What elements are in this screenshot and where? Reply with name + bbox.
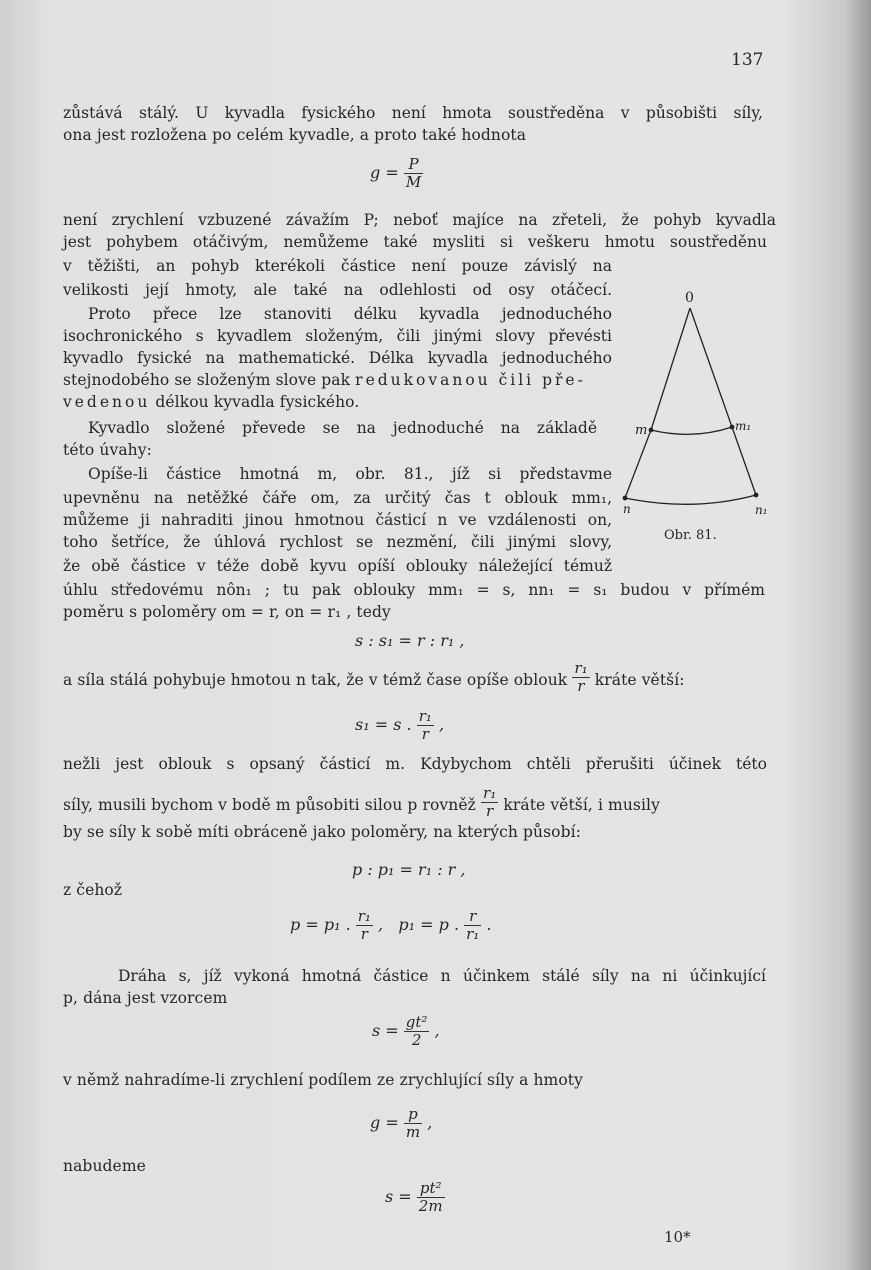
line-m1n1: [732, 427, 756, 495]
fraction-denominator: m: [405, 1123, 421, 1141]
fraction-denominator: 2m: [418, 1197, 443, 1215]
text-run: a síla stálá pohybuje hmotou n tak, že v témž čase opíše oblouk: [63, 671, 568, 689]
fraction-numerator: r₁: [418, 707, 432, 725]
text-line: p, dána jest vzorcem: [63, 989, 228, 1007]
figure-label-n: n: [623, 502, 631, 516]
text-line: v němž nahradíme-li zrychlení podílem ze zrychlující síly a hmoty: [63, 1071, 583, 1089]
signature-mark: 10*: [664, 1228, 691, 1246]
equation-lhs: s =: [372, 1021, 399, 1040]
fraction-numerator: P: [408, 155, 419, 173]
text-run: délkou kyvadla fysického.: [155, 393, 360, 411]
equation-lhs: p = p₁ .: [290, 915, 351, 934]
fraction-denominator: 2: [404, 1031, 430, 1049]
text-line: toho šetříce, že úhlová rychlost se nezmění, čili jinými slovy,: [63, 533, 612, 551]
fraction-denominator: r: [572, 677, 589, 695]
emphasized-term: redukovanou čili pře-: [355, 371, 586, 389]
text-run: síly, musili bychom v bodě m působiti silou p rovněž: [63, 796, 476, 814]
point-m: [649, 428, 654, 433]
text-line: z čehož: [63, 881, 123, 899]
text-line: velikosti její hmoty, ale také na odlehlosti od osy otáčecí.: [63, 281, 612, 299]
text-line: Opíše-li částice hmotná m, obr. 81., jíž si představme: [88, 465, 612, 483]
text-line: [63, 785, 660, 820]
point-n1: [754, 493, 759, 498]
fraction-numerator: r₁: [574, 659, 588, 677]
fraction-numerator: p: [408, 1105, 418, 1123]
text-line: zůstává stálý. U kyvadla fysického není hmota soustředěna v působišti síly,: [63, 104, 763, 122]
point-m1: [730, 425, 735, 430]
text-line: jest pohybem otáčivým, nemůžeme také mysliti si veškeru hmotu soustředěnu: [63, 233, 767, 251]
fraction-denominator: r: [417, 725, 434, 743]
equation-tail: ,: [438, 715, 445, 734]
arc-nn1: [625, 495, 756, 504]
point-n: [623, 496, 628, 501]
text-line: poměru s poloměry om = r, on = r₁ , tedy: [63, 603, 391, 621]
equation-ratio: s : s₁ = r : r₁ ,: [355, 631, 465, 650]
equation-tail: ,: [427, 1113, 433, 1132]
figure-label-o: 0: [685, 290, 694, 306]
text-line: nabudeme: [63, 1157, 146, 1175]
equation-lhs: p₁ = p .: [398, 915, 460, 934]
equation-tail: .: [486, 915, 492, 934]
fraction-denominator: r: [356, 925, 373, 943]
fraction-denominator: M: [405, 173, 422, 191]
figure-caption: Obr. 81.: [664, 528, 717, 543]
text-line: by se síly k sobě míti obráceně jako poloměry, na kterých působí:: [63, 823, 582, 841]
line-om: [651, 308, 690, 430]
fraction-numerator: r: [469, 907, 477, 925]
text-line: [63, 660, 768, 695]
text-line: isochronického s kyvadlem složeným, čili jinými slovy převésti: [63, 327, 612, 345]
text-line: úhlu středovému nôn₁ ; tu pak oblouky mm₁ = s, nn₁ = s₁ budou v přímém: [63, 581, 765, 599]
text-line: v těžišti, an pohyb kterékoli částice není pouze závislý na: [63, 257, 612, 275]
figure-label-m1: m₁: [735, 419, 752, 433]
text-line: této úvahy:: [63, 441, 152, 459]
page-number: 137: [731, 50, 764, 70]
text-line: Proto přece lze stanoviti délku kyvadla jednoduchého: [88, 305, 612, 323]
fraction-numerator: r₁: [482, 784, 497, 802]
equation-s1: [355, 708, 444, 743]
text-line: že obě částice v téže době kyvu opíší oblouky náležející témuž: [63, 557, 612, 575]
equation-lhs: g =: [370, 1113, 399, 1132]
equation-tail: ,: [434, 1021, 440, 1040]
emphasized-term: vedenou: [63, 393, 151, 411]
text-run: kráte větší, i musily: [503, 796, 660, 814]
equation-lhs: s₁ = s .: [355, 715, 412, 734]
equation-p-ratio: p : p₁ = r₁ : r ,: [352, 860, 466, 879]
pendulum-figure: [615, 282, 775, 552]
line-mn: [625, 430, 651, 498]
text-line: nežli jest oblouk s opsaný částicí m. Kdybychom chtěli přerušiti účinek této: [63, 755, 767, 773]
text-line: upevněnu na netěžké čáře om, za určitý čas t oblouk mm₁,: [63, 489, 612, 507]
equation-g2: [370, 1106, 432, 1141]
figure-label-n1: n₁: [755, 503, 768, 517]
figure-label-m: m: [635, 423, 648, 438]
text-run: stejnodobého se složeným slove pak: [63, 371, 351, 389]
text-line: [63, 370, 586, 391]
equation-lhs: s =: [385, 1187, 412, 1206]
equation-s2: [385, 1180, 445, 1215]
fraction-denominator: r₁: [466, 925, 480, 943]
equation-g: [370, 156, 423, 191]
equation-separator: ,: [378, 915, 384, 934]
equation-lhs: g =: [370, 163, 399, 182]
text-line: není zrychlení vzbuzené závažím P; neboť majíce na zřeteli, že pohyb kyvadla: [63, 211, 776, 229]
text-line: [63, 392, 359, 413]
text-line: ona jest rozložena po celém kyvadle, a proto také hodnota: [63, 126, 527, 144]
fraction-numerator: pt²: [419, 1179, 442, 1197]
text-run: kráte větší:: [594, 671, 685, 689]
text-line: Dráha s, jíž vykoná hmotná částice n účinkem stálé síly na ni účinkující: [118, 967, 766, 985]
equation-s: [372, 1014, 440, 1049]
fraction-numerator: r₁: [357, 907, 371, 925]
text-line: můžeme ji nahraditi jinou hmotnou částicí n ve vzdálenosti on,: [63, 511, 612, 529]
fraction-denominator: r: [481, 802, 498, 820]
fraction-numerator: gt²: [405, 1013, 428, 1031]
equation-p: [290, 908, 492, 943]
text-line: kyvadlo fysické na mathematické. Délka kyvadla jednoduchého: [63, 349, 612, 367]
line-om1: [690, 308, 732, 427]
text-line: Kyvadlo složené převede se na jednoduché na základě: [88, 419, 597, 437]
arc-mm1: [651, 427, 732, 434]
